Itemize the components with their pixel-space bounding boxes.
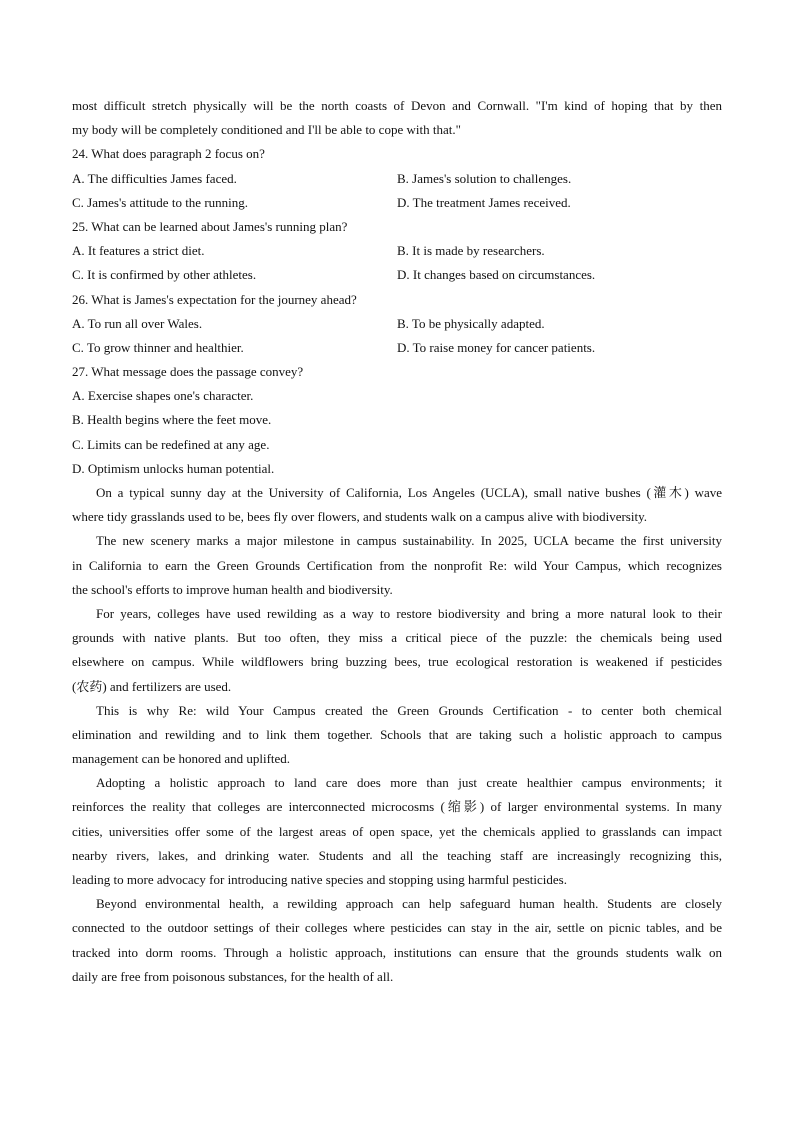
text-line: daily are free from poisonous substances, for the health of all.	[72, 968, 394, 984]
passage-paragraph	[72, 699, 722, 772]
text-line: The new scenery marks a major milestone in campus sustainability. In 2025, UCLA became the first university	[96, 533, 722, 549]
option-b[interactable]: B. It is made by researchers.	[397, 243, 545, 259]
passage-paragraph	[72, 529, 722, 602]
option-b[interactable]: B. Health begins where the feet move.	[72, 412, 272, 428]
text-line: This is why Re: wild Your Campus created the Green Grounds Certification - to center both chemical	[96, 702, 722, 718]
question-stem: 25. What can be learned about James's running plan?	[72, 218, 348, 234]
text-line: connected to the outdoor settings of their colleges where pesticides can stay in the air, settle on picnic tables, and be	[72, 920, 722, 936]
text-line: cities, universities offer some of the largest areas of open space, yet the chemicals applied to grasslands can impact	[72, 823, 722, 839]
text-line: in California to earn the Green Grounds Certification from the nonprofit Re: wild Your Campus, which recognizes	[72, 557, 722, 573]
option-c[interactable]: C. James's attitude to the running.	[72, 194, 249, 210]
question-27	[72, 360, 722, 481]
continuation-text	[72, 94, 722, 142]
text-line: management can be honored and uplifted.	[72, 751, 291, 767]
option-d[interactable]: D. To raise money for cancer patients.	[397, 339, 596, 355]
text-line: On a typical sunny day at the University of California, Los Angeles (UCLA), small native bushes (灌木) wave	[96, 485, 722, 500]
option-c[interactable]: C. Limits can be redefined at any age.	[72, 436, 270, 452]
passage-paragraph	[72, 892, 722, 989]
option-a[interactable]: A. It features a strict diet.	[72, 243, 205, 259]
option-b[interactable]: B. To be physically adapted.	[397, 315, 545, 331]
passage-paragraph	[72, 771, 722, 892]
text-line: where tidy grasslands used to be, bees fly over flowers, and students walk on a campus alive with biodiversity.	[72, 509, 647, 525]
option-b[interactable]: B. James's solution to challenges.	[397, 170, 572, 186]
passage-paragraph	[72, 481, 722, 529]
passage-paragraph	[72, 602, 722, 699]
option-d[interactable]: D. It changes based on circumstances.	[397, 267, 596, 283]
reading-passage	[72, 481, 722, 989]
question-stem: 26. What is James's expectation for the journey ahead?	[72, 291, 357, 307]
text-line: elsewhere on campus. While wildflowers bring buzzing bees, true ecological restoration is weakened if pesticides	[72, 654, 722, 670]
question-25	[72, 215, 722, 288]
text-line: nearby rivers, lakes, and drinking water. Students and all the teaching staff are increasingly recognizing this,	[72, 847, 722, 863]
option-c[interactable]: C. To grow thinner and healthier.	[72, 339, 244, 355]
question-26	[72, 288, 722, 361]
option-d[interactable]: D. The treatment James received.	[397, 194, 571, 210]
text-line: For years, colleges have used rewilding as a way to restore biodiversity and bring a more natural look to their	[96, 605, 722, 621]
question-stem: 24. What does paragraph 2 focus on?	[72, 146, 265, 162]
text-line: grounds with native plants. But too often, they miss a critical piece of the puzzle: the chemicals being used	[72, 630, 722, 646]
option-c[interactable]: C. It is confirmed by other athletes.	[72, 267, 257, 283]
text-line: the school's efforts to improve human health and biodiversity.	[72, 581, 393, 597]
text-line: most difficult stretch physically will be the north coasts of Devon and Cornwall. "I'm kind of hoping that by then	[72, 98, 722, 113]
option-d[interactable]: D. Optimism unlocks human potential.	[72, 460, 275, 476]
option-a[interactable]: A. Exercise shapes one's character.	[72, 388, 254, 404]
text-line: (农药) and fertilizers are used.	[72, 678, 232, 694]
question-list	[72, 142, 722, 481]
text-line: Beyond environmental health, a rewilding approach can help safeguard human health. Students are closely	[96, 896, 722, 912]
text-line: Adopting a holistic approach to land care does more than just create healthier campus environments; it	[96, 775, 722, 791]
text-line: elimination and rewilding and to link them together. Schools that are taking such a holistic approach to campus	[72, 726, 722, 742]
option-a[interactable]: A. The difficulties James faced.	[72, 170, 237, 186]
question-stem: 27. What message does the passage convey?	[72, 364, 304, 380]
text-line: my body will be completely conditioned and I'll be able to cope with that."	[72, 122, 461, 138]
text-line: leading to more advocacy for introducing native species and stopping using harmful pesticides.	[72, 872, 567, 887]
text-line: tracked into dorm rooms. Through a holistic approach, institutions can ensure that the grounds students walk on	[72, 944, 722, 960]
text-line: reinforces the reality that colleges are interconnected microcosms (缩影) of larger environmental systems. In many	[72, 799, 722, 815]
option-a[interactable]: A. To run all over Wales.	[72, 315, 203, 331]
question-24	[72, 142, 722, 215]
document-page	[72, 94, 722, 989]
